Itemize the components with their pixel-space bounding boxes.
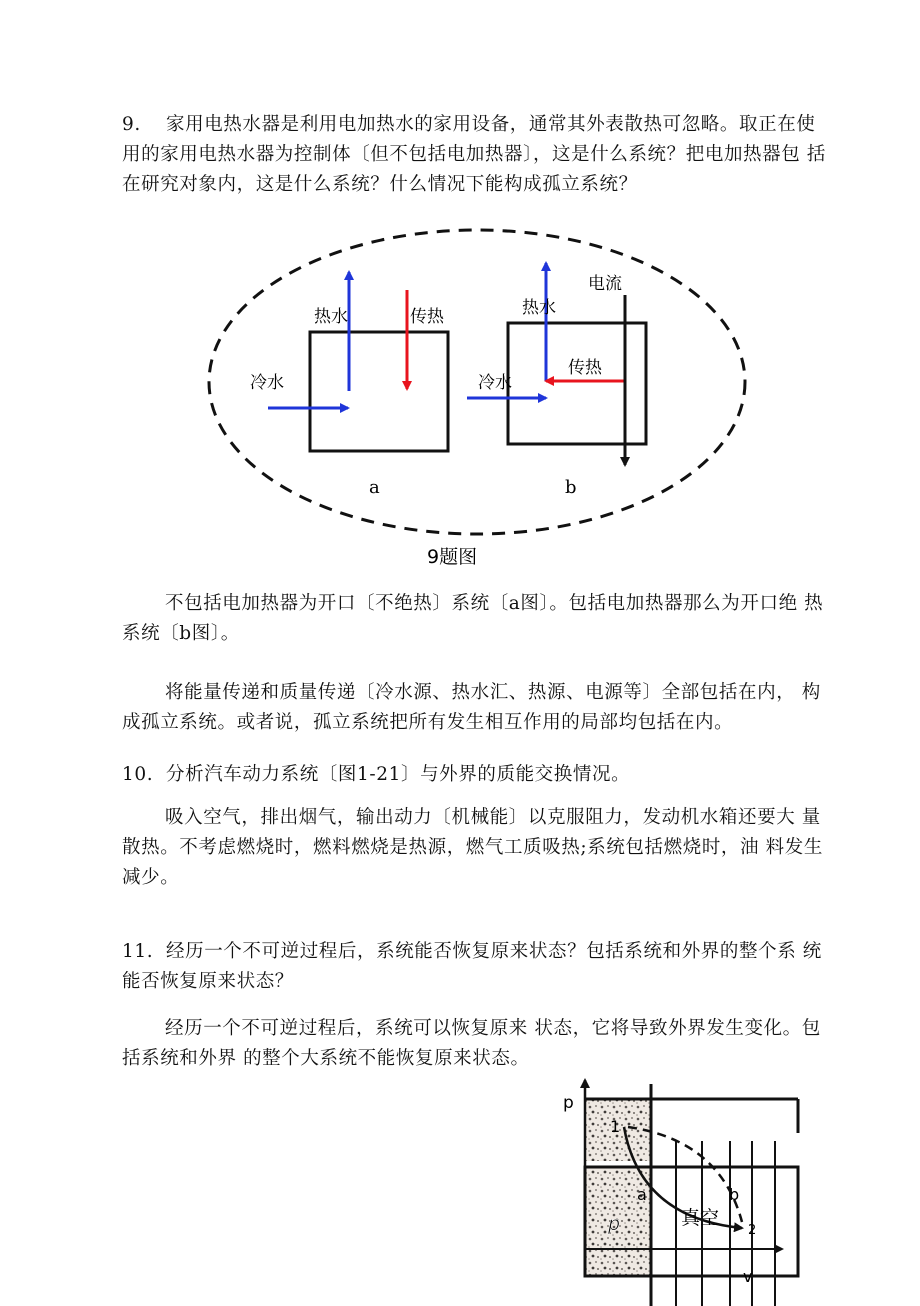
label-current-b: 电流 <box>588 274 622 294</box>
answer-9-part2: 将能量传递和质量传递〔冷水源、热水汇、热源、电源等〕全部包括在内， 构成孤立系统。或者说，孤立系统把所有发生相互作用的局部均包括在内。 <box>122 682 821 733</box>
box-a <box>310 332 448 451</box>
answer-10: 吸入空气，排出烟气，输出动力〔机械能〕以克服阻力，发动机水箱还要大 量散热。不考虑燃烧时，燃料燃烧是热源，燃气工质吸热;系统包括燃烧时，油 料发生减少。 <box>122 807 823 888</box>
label-hot-water-b: 热水 <box>522 298 556 318</box>
label-heat-transfer-b: 传热 <box>568 358 602 378</box>
label-cold-water-b: 冷水 <box>478 373 512 393</box>
label-hot-water-a: 热水 <box>314 307 348 327</box>
isolated-system-boundary <box>209 230 745 534</box>
question-11-text: 经历一个不可逆过程后，系统能否恢复原来状态？包括系统和外界的整个系 统能否恢复原来状态？ <box>122 941 822 992</box>
axis-label-p: p <box>563 1093 574 1113</box>
state-label-1: 1 <box>610 1117 621 1136</box>
answer-11: 经历一个不可逆过程后，系统可以恢复原来 状态，它将导致外界发生变化。包括系统和外界 的整个大系统不能恢复原来状态。 <box>122 1018 821 1069</box>
question-9-number: 9. <box>122 114 141 135</box>
question-9-text: 家用电热水器是利用电加热水的家用设备，通常其外表散热可忽略。取正在使用的家用电热水器为控制体〔但不包括电加热器〕，这是什么系统？把电加热器包 括在研究对象内，这是什么系统？什么情况下能构成孤立系统？ <box>122 114 826 195</box>
axis-label-v: v <box>743 1267 753 1286</box>
question-9 <box>122 110 828 200</box>
question-10 <box>122 760 828 790</box>
question-10-text: 分析汽车动力系统〔图1-21〕与外界的质能交换情况。 <box>166 764 631 785</box>
label-heat-transfer-a: 传热 <box>410 307 444 327</box>
panel-label-b: b <box>565 477 577 498</box>
path-label-a: a <box>637 1185 647 1204</box>
state-label-2: 2 <box>748 1223 757 1238</box>
question-11 <box>122 937 828 997</box>
figure-9-caption: 9题图 <box>427 546 478 566</box>
panel-label-a: a <box>369 477 380 498</box>
vacuum-label: 真空 <box>681 1207 720 1229</box>
label-cold-water-a: 冷水 <box>250 373 284 393</box>
path-label-b: b <box>729 1185 740 1204</box>
answer-9-part1: 不包括电加热器为开口〔不绝热〕系统〔a图〕。包括电加热器那么为开口绝 热系统〔b图〕。 <box>122 593 824 644</box>
free-expansion-figure <box>555 1076 815 1306</box>
gas-label-p: p <box>608 1213 621 1235</box>
question-10-number: 10. <box>122 764 154 785</box>
figure-9 <box>0 226 920 566</box>
question-11-number: 11. <box>122 941 154 962</box>
